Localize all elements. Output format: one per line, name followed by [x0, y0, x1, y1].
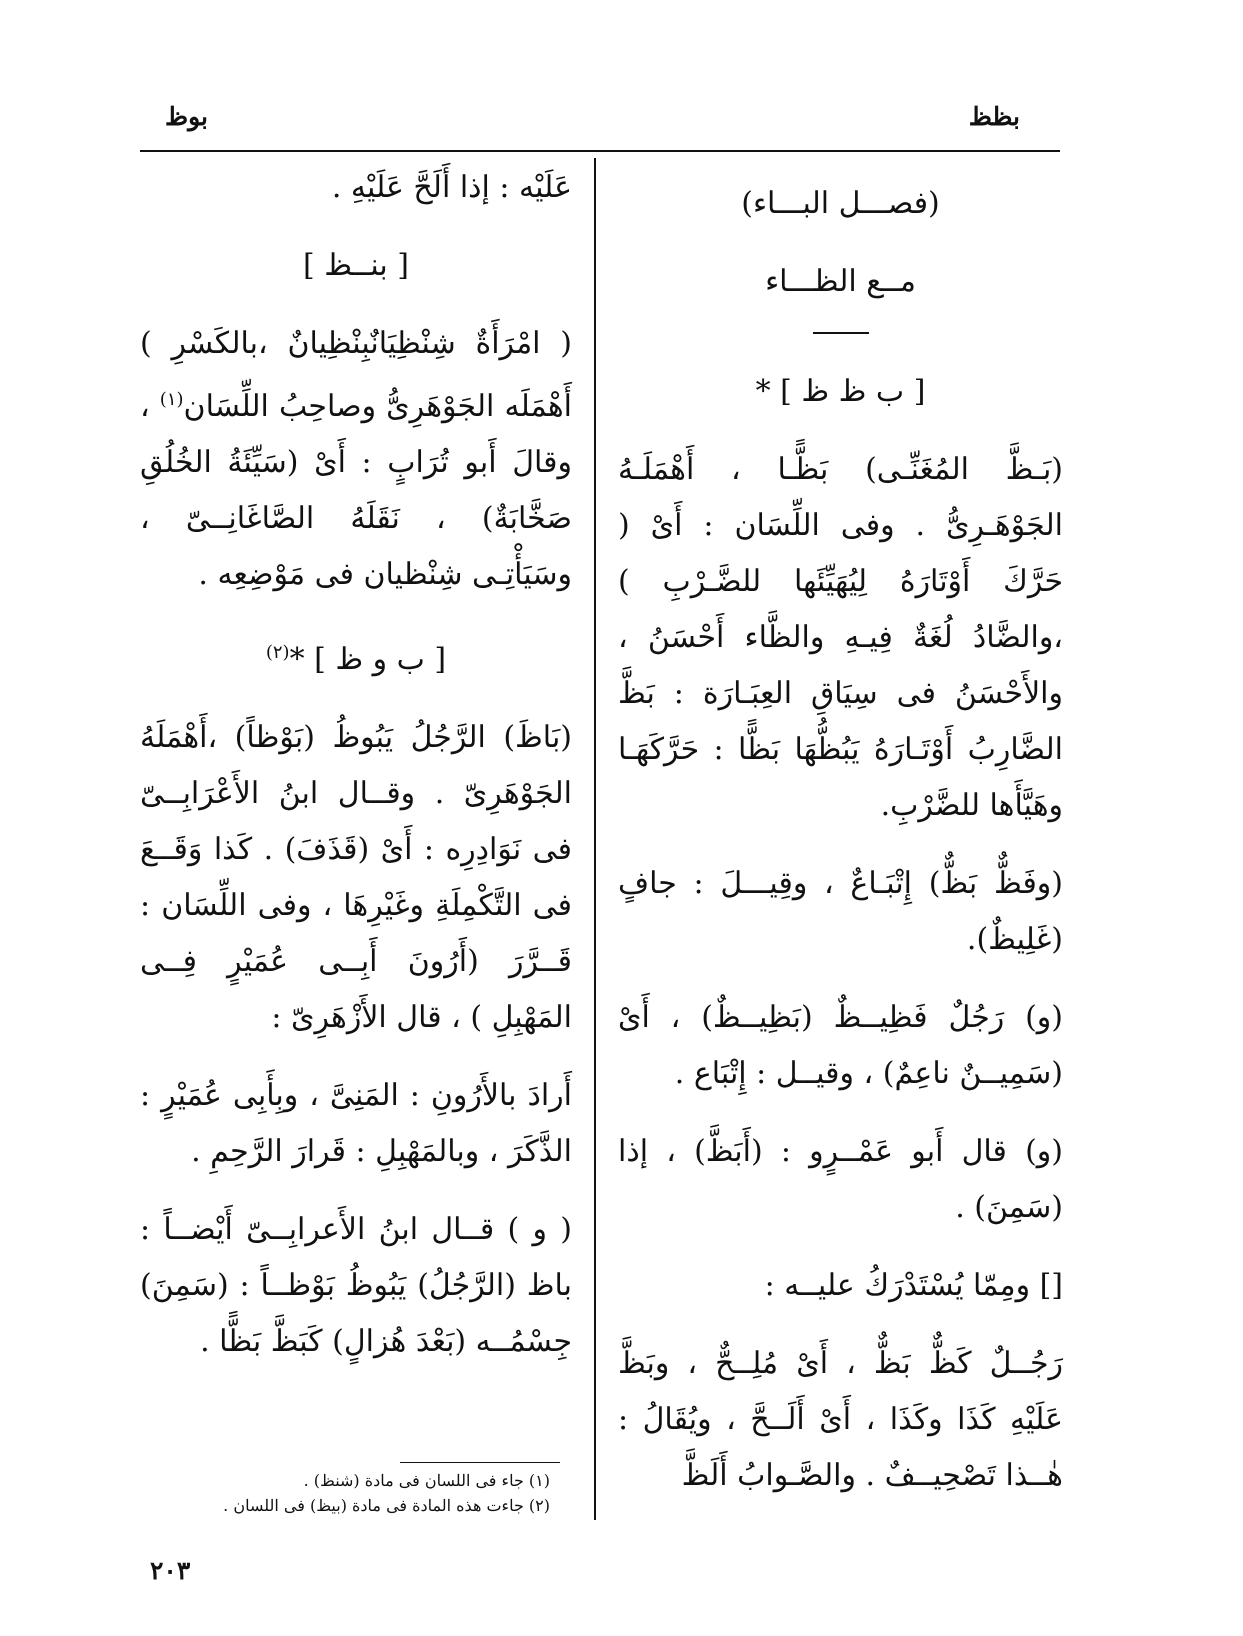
entry-text: ( امْرَأَةٌ شِنْظِيَانٌبِنْظِيانٌ ،بالكَسْرِ ) أَهْمَلَه الجَوْهَرِىُّ وصاحِبُ اللِّسَان	[140, 326, 572, 424]
entry-heading-bnz: [ بنــظ ]	[303, 248, 409, 283]
footnote: (١) جاء فى اللسان فى مادة (شنظ) .	[303, 1471, 550, 1490]
entry-paragraph: ( و ) قــال ابنُ الأَعرابِــىّ أَيْضــاً : باظ (الرَّجُلُ) يَبُوظُ بَوْظــاً : (سَمِنَ) جِسْمُــه (بَعْدَ هُزالٍ) كَبَظَّ بَظًّا .	[140, 1212, 572, 1359]
entry-paragraph: (و) رَجُلٌ فَظِيــظٌ (بَظِيــظٌ) ، أَىْ (سَمِيــنٌ ناعِمٌ) ، وقيــل : إِتْبَاع .	[618, 1000, 1063, 1091]
section-subtitle: مــع الظـــاء	[765, 264, 916, 299]
entry-paragraph: (بَـظَّ المُغَنِّـى) بَظًّـا ، أَهْمَلَـهُ الجَوْهَـرِىُّ . وفى اللِّسَان : أَىْ ( حَرَّكَ أَوْتَارَهُ لِيُهَيِّئَها للضَّـرْبِ ) ،والضَّادُ لُغَةٌ فِيـهِ والظَّاء أَحْسَنُ ، والأَحْسَنُ فى سِيَاقِ العِبَـارَة : بَظَّ الضَّارِبُ أَوْتَـارَهُ يَبُظُّهَا بَظًّا : حَرَّكَهَـا وهَيَّأَها للضَّرْبِ.	[618, 452, 1063, 823]
header-rule	[140, 150, 1060, 152]
entry-paragraph: أَرادَ بالأَرُونِ : المَنِىَّ ، وبِأَبِى عُمَيْرٍ : الذَّكَرَ ، وبالمَهْبِلِ : قَرارَ الرَّحِمِ .	[140, 1078, 572, 1169]
column-divider	[594, 158, 596, 1520]
entry-paragraph: (وفَظٌّ بَظٌّ) إِتْبَـاعٌ ، وقِيـــلَ : جافٍ (غَلِيظٌ).	[618, 866, 1063, 957]
entry-heading-bzz: [ ب ظ ظ ] *	[755, 374, 926, 409]
footnote-marker: (٢)	[265, 642, 290, 663]
footnote-marker: (١)	[159, 389, 184, 410]
entry-heading-text: [ ب و ظ ] *	[289, 642, 447, 677]
footnote: (٢) جاءت هذه المادة فى مادة (بيظ) فى اللسان .	[223, 1496, 550, 1515]
entry-heading-bwz	[140, 625, 572, 688]
section-title: (فصـــل البـــاء)	[741, 186, 940, 221]
left-column	[140, 160, 572, 1392]
footnotes	[150, 1468, 550, 1518]
running-head-left: بوظ	[165, 102, 208, 131]
entry-paragraph	[140, 316, 572, 603]
footnote-rule	[400, 1462, 560, 1463]
entry-paragraph: (بَاظَ) الرَّجُلُ يَبُوظُ (بَوْظاً) ،أَهْمَلَهُ الجَوْهَرِىّ . وقــال ابنُ الأَعْرَابِــىّ فى نَوَادِرِه : أَىْ (قَذَفَ) . كَذا وَقَــعَ فى التَّكْمِلَةِ وغَيْرِهَا ، وفى اللِّسَان : قَــرَّرَ (أَرُونَ أَبِــى عُمَيْرٍ فِــى المَهْبِلِ ) ، قال الأَزْهَرِىّ :	[140, 720, 572, 1035]
entry-paragraph: رَجُــلٌ كَظٌّ بَظٌّ ، أَىْ مُلِــحٌّ ، وبَظَّ عَلَيْهِ كَذَا وكَذَا ، أَىْ أَلَــحَّ ، ويُقَالُ : هٰــذا تَصْحِيــفٌ . والصَّـوابُ أَلَظَّ	[618, 1346, 1063, 1493]
continuation-text: عَلَيْه : إذا أَلَحَّ عَلَيْهِ .	[331, 170, 572, 205]
running-head-right: بظظ	[968, 102, 1020, 131]
right-column	[618, 176, 1063, 1526]
entry-text: ، وقالَ أَبو تُرَابٍ : أَىْ (سَيِّئَةُ الخُلُقِ صَخَّابَةٌ) ، نَقَلَهُ الصَّاغَانِــىّ ، وسَيَأْتِـى شِنْظيان فى مَوْضِعِه .	[140, 389, 572, 592]
addendum-heading: [] ومِمّا يُسْتَدْرَكُ عليــه :	[764, 1268, 1063, 1303]
section-rule	[813, 332, 869, 334]
page-number: ٢٠٣	[150, 1556, 191, 1585]
entry-paragraph: (و) قال أَبو عَمْــرٍو : (أَبَظَّ) ، إذا (سَمِنَ) .	[618, 1134, 1063, 1225]
